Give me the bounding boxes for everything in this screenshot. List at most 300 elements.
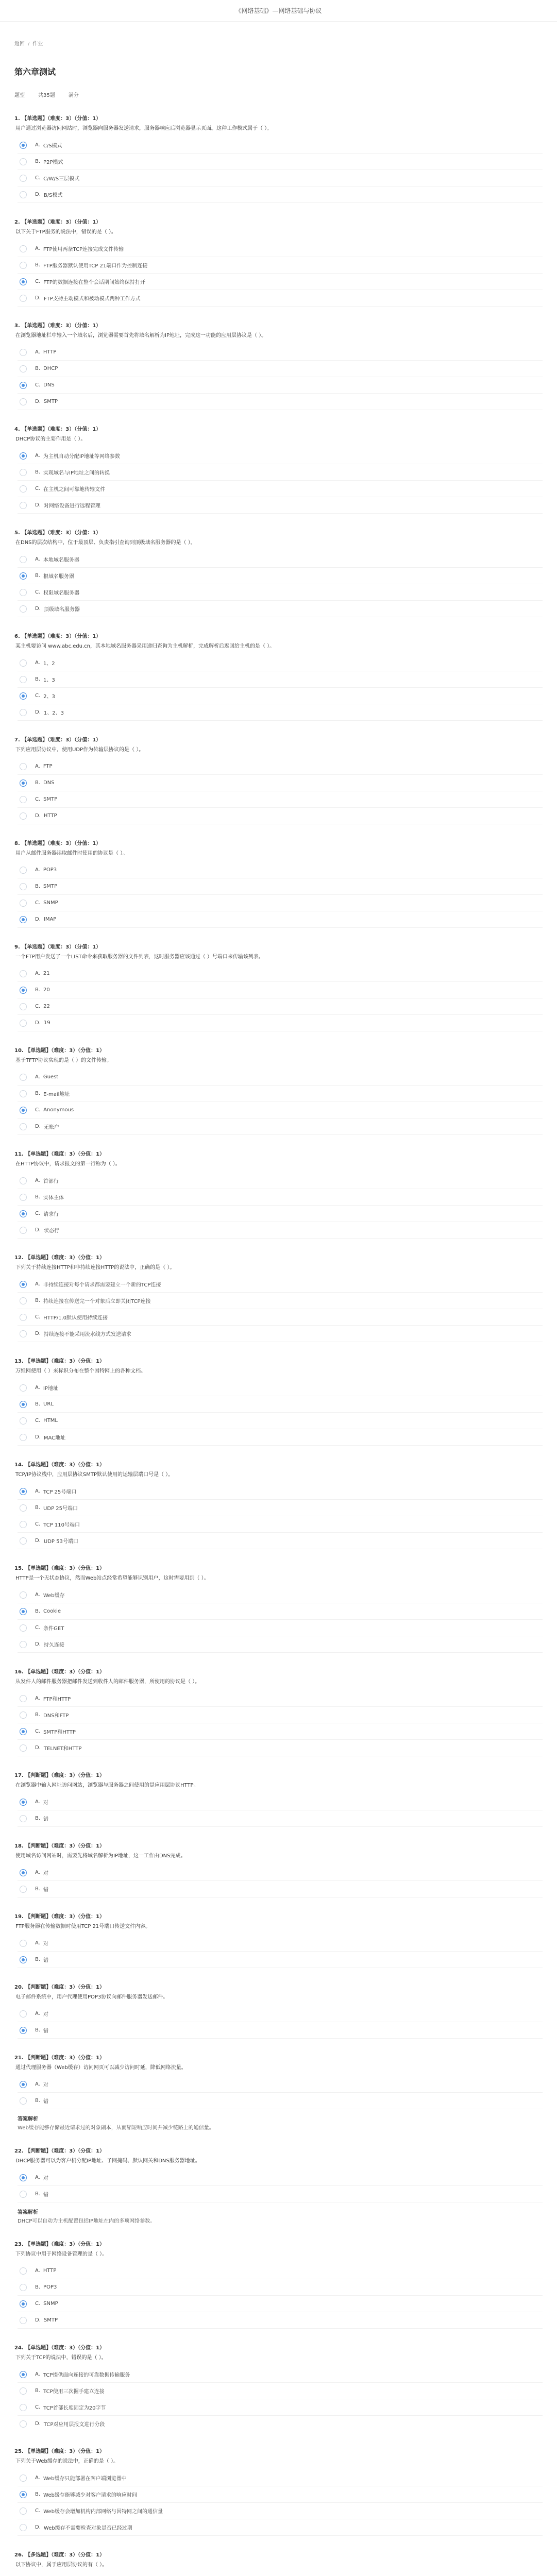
- answer-option[interactable]: [18, 394, 543, 410]
- radio-icon[interactable]: [20, 2420, 27, 2428]
- radio-icon[interactable]: [20, 1020, 27, 1027]
- answer-option[interactable]: [18, 2076, 543, 2093]
- answer-option[interactable]: [18, 1516, 543, 1533]
- radio-icon[interactable]: [20, 692, 27, 700]
- option-text: 为主机自动分配IP地址等网络参数: [43, 454, 120, 460]
- radio-icon[interactable]: [20, 2507, 27, 2515]
- question-header: 24. 【单选题】（难度：3）（分值：1）: [14, 2345, 105, 2351]
- question-stem: DHCP协议的主要作用是（ ）。: [15, 436, 86, 442]
- radio-icon[interactable]: [20, 469, 27, 476]
- radio-icon[interactable]: [20, 2097, 27, 2105]
- option-letter: C.: [35, 1211, 41, 1216]
- answer-option[interactable]: [18, 1690, 543, 1707]
- option-letter: A.: [35, 1074, 40, 1080]
- option-letter: A.: [35, 1488, 40, 1494]
- answer-option[interactable]: [18, 1810, 543, 1827]
- radio-icon[interactable]: [20, 295, 27, 302]
- answer-option[interactable]: [18, 1069, 543, 1086]
- radio-icon[interactable]: [20, 1314, 27, 1321]
- radio-icon[interactable]: [20, 2010, 27, 2018]
- option-text: 对: [43, 1941, 48, 1947]
- radio-icon[interactable]: [20, 175, 27, 182]
- question-stem: 一个FTP用户发送了一个LIST命令来获取服务器的文件列表，这时服务器应该通过（ ）号端口来传输该列表。: [15, 954, 264, 960]
- radio-icon[interactable]: [20, 1297, 27, 1304]
- radio-icon[interactable]: [20, 1711, 27, 1719]
- option-letter: B.: [35, 573, 41, 579]
- radio-icon[interactable]: [20, 2027, 27, 2034]
- radio-icon[interactable]: [20, 1488, 27, 1495]
- radio-icon[interactable]: [20, 763, 27, 770]
- option-text: P2P模式: [43, 160, 63, 165]
- option-letter: B.: [35, 1298, 41, 1303]
- answer-option[interactable]: [18, 775, 543, 791]
- question-item: [14, 528, 543, 617]
- radio-icon[interactable]: [20, 676, 27, 683]
- question-stem: 下列关于Web缓存的说法中，正确的是（ ）。: [15, 2459, 119, 2464]
- option-letter: D.: [35, 1227, 41, 1233]
- answer-option[interactable]: [18, 290, 543, 307]
- option-text: SMTP: [43, 796, 58, 802]
- option-letter: A.: [35, 246, 40, 251]
- answer-option[interactable]: [18, 862, 543, 878]
- question-header: 20. 【判断题】（难度：3）（分值：1）: [14, 1985, 105, 1990]
- option-letter: D.: [35, 1434, 41, 1440]
- answer-option[interactable]: [18, 1636, 543, 1653]
- answer-option[interactable]: [18, 2296, 543, 2312]
- question-header: 19. 【判断题】（难度：3）（分值：1）: [14, 1914, 105, 1920]
- page-title: 第六章测试: [14, 67, 56, 77]
- radio-icon[interactable]: [20, 1504, 27, 1512]
- answer-option[interactable]: [18, 2486, 543, 2503]
- option-letter: B.: [35, 2284, 41, 2290]
- radio-icon[interactable]: [20, 1886, 27, 1893]
- option-text: 首部行: [43, 1179, 59, 1184]
- question-item: [14, 2053, 543, 2132]
- radio-icon[interactable]: [20, 1107, 27, 1114]
- answer-option[interactable]: [18, 808, 543, 824]
- option-letter: B.: [35, 1401, 41, 1407]
- option-text: 无账户: [43, 1125, 59, 1130]
- option-text: TELNET和HTTP: [43, 1746, 82, 1752]
- answer-option[interactable]: [18, 2279, 543, 2296]
- option-letter: B.: [35, 1091, 41, 1096]
- question-stem: 使用域名访问网站时，需要先将域名解析为IP地址，这一工作由DNS完成。: [15, 1853, 186, 1859]
- radio-icon[interactable]: [20, 2524, 27, 2531]
- option-letter: B.: [35, 1957, 41, 1962]
- answer-option[interactable]: [18, 481, 543, 497]
- answer-option[interactable]: [18, 1794, 543, 1810]
- radio-icon[interactable]: [20, 1384, 27, 1392]
- option-text: HTML: [43, 1418, 58, 1423]
- radio-icon[interactable]: [20, 659, 27, 667]
- answer-option[interactable]: [18, 1380, 543, 1396]
- radio-icon[interactable]: [20, 589, 27, 596]
- radio-icon[interactable]: [20, 1281, 27, 1288]
- option-text: C/W/S三层模式: [43, 176, 80, 182]
- radio-icon[interactable]: [20, 2404, 27, 2411]
- answer-text: DHCP可以自动为主机配置包括IP地址在内的多项网络参数。: [18, 2218, 156, 2224]
- answer-option[interactable]: [18, 361, 543, 377]
- answer-option[interactable]: [18, 274, 543, 290]
- radio-icon[interactable]: [20, 1799, 27, 1806]
- radio-icon[interactable]: [20, 2317, 27, 2324]
- answer-option[interactable]: [18, 671, 543, 688]
- answer-option[interactable]: [18, 1483, 543, 1500]
- window-title-bar: [0, 0, 557, 22]
- option-letter: A.: [35, 349, 40, 355]
- answer-option[interactable]: [18, 1620, 543, 1636]
- option-text: 错: [43, 1887, 49, 1893]
- option-text: TCP 110号端口: [43, 1522, 80, 1528]
- answer-option[interactable]: [18, 2186, 543, 2202]
- option-letter: A.: [35, 2268, 40, 2274]
- radio-icon[interactable]: [20, 1728, 27, 1735]
- question-stem: DHCP服务器可以为客户机分配IP地址、子网掩码、默认网关和DNS服务器地址。: [15, 2158, 200, 2164]
- radio-icon[interactable]: [20, 245, 27, 252]
- radio-icon[interactable]: [20, 1744, 27, 1752]
- option-letter: A.: [35, 1696, 40, 1701]
- radio-icon[interactable]: [20, 1608, 27, 1615]
- answer-option[interactable]: [18, 2503, 543, 2519]
- option-text: SMTP: [43, 399, 58, 404]
- answer-option[interactable]: [18, 1206, 543, 1222]
- radio-icon[interactable]: [20, 142, 27, 149]
- answer-option[interactable]: [18, 1293, 543, 1309]
- radio-icon[interactable]: [20, 365, 27, 372]
- option-text: UDP 25号端口: [43, 1506, 78, 1512]
- radio-icon[interactable]: [20, 349, 27, 356]
- option-text: 21: [43, 971, 50, 976]
- meta-score: 满分: [68, 93, 79, 98]
- question-header: 13. 【单选题】（难度：3）（分值：1）: [14, 1359, 105, 1364]
- option-text: 对: [43, 2082, 48, 2088]
- question-header: 4. 【单选题】（难度：3）（分值：1）: [14, 427, 102, 432]
- radio-icon[interactable]: [20, 2284, 27, 2291]
- answer-option[interactable]: [18, 965, 543, 982]
- answer-option[interactable]: [18, 448, 543, 464]
- answer-option[interactable]: [18, 1587, 543, 1603]
- question-stem: 下列协议中用于网络设备管理的是（ ）。: [15, 2251, 108, 2257]
- radio-icon[interactable]: [20, 1815, 27, 1822]
- question-item: [14, 2550, 543, 2576]
- answer-label: 答案解析: [18, 2116, 38, 2122]
- answer-option[interactable]: [18, 170, 543, 187]
- radio-icon[interactable]: [20, 1123, 27, 1130]
- radio-icon[interactable]: [20, 2300, 27, 2308]
- option-letter: A.: [35, 1385, 40, 1391]
- option-letter: D.: [35, 1745, 41, 1751]
- radio-icon[interactable]: [20, 987, 27, 994]
- answer-option[interactable]: [18, 998, 543, 1015]
- answer-option[interactable]: [18, 497, 543, 514]
- radio-icon[interactable]: [20, 1521, 27, 1528]
- radio-icon[interactable]: [20, 883, 27, 890]
- answer-option[interactable]: [18, 1396, 543, 1413]
- option-letter: C.: [35, 1004, 41, 1009]
- radio-icon[interactable]: [20, 2174, 27, 2181]
- answer-option[interactable]: [18, 1189, 543, 1206]
- option-text: 2、3: [43, 694, 55, 700]
- question-header: 12. 【单选题】（难度：3）（分值：1）: [14, 1255, 105, 1261]
- radio-icon[interactable]: [20, 2191, 27, 2198]
- question-item: [14, 1564, 543, 1653]
- answer-option[interactable]: [18, 154, 543, 170]
- answer-option[interactable]: [18, 1533, 543, 1549]
- answer-option[interactable]: [18, 2519, 543, 2536]
- radio-icon[interactable]: [20, 1090, 27, 1097]
- option-text: Cookie: [43, 1608, 61, 1614]
- option-letter: B.: [35, 987, 41, 993]
- answer-option[interactable]: [18, 377, 543, 394]
- option-text: Guest: [43, 1074, 59, 1080]
- option-letter: D.: [35, 502, 41, 508]
- answer-option[interactable]: [18, 911, 543, 928]
- radio-icon[interactable]: [20, 1177, 27, 1184]
- answer-option[interactable]: [18, 758, 543, 775]
- question-stem: 下列关于持续连接HTTP和非持续连接HTTP的说法中，正确的是（ ）。: [15, 1265, 175, 1270]
- answer-option[interactable]: [18, 1952, 543, 1968]
- answer-option[interactable]: [18, 601, 543, 617]
- answer-option[interactable]: [18, 1603, 543, 1620]
- option-letter: D.: [35, 606, 41, 612]
- option-text: 1、3: [43, 677, 55, 683]
- radio-icon[interactable]: [20, 572, 27, 580]
- radio-icon[interactable]: [20, 1869, 27, 1876]
- answer-option[interactable]: [18, 704, 543, 721]
- answer-option[interactable]: [18, 2022, 543, 2039]
- radio-icon[interactable]: [20, 1695, 27, 1702]
- answer-option[interactable]: [18, 1707, 543, 1723]
- question-item: [14, 632, 543, 721]
- radio-icon[interactable]: [20, 1003, 27, 1010]
- question-header: 8. 【单选题】（难度：3）（分值：1）: [14, 841, 102, 846]
- option-text: 实体主体: [43, 1195, 64, 1201]
- answer-option[interactable]: [18, 568, 543, 584]
- answer-option[interactable]: [18, 187, 543, 203]
- quiz-meta: [14, 91, 557, 98]
- option-letter: C.: [35, 1418, 41, 1423]
- breadcrumb: [0, 22, 557, 47]
- answer-option[interactable]: [18, 137, 543, 154]
- question-stem: 基于TFTP协议实现的是（ ）的文件传输。: [15, 1058, 112, 1063]
- radio-icon[interactable]: [20, 1940, 27, 1947]
- radio-icon[interactable]: [20, 1624, 27, 1632]
- radio-icon[interactable]: [20, 278, 27, 285]
- option-letter: A.: [35, 2175, 40, 2180]
- answer-option[interactable]: [18, 2093, 543, 2109]
- answer-option[interactable]: [18, 1173, 543, 1189]
- option-letter: B.: [35, 1505, 41, 1511]
- option-letter: D.: [35, 917, 41, 922]
- option-text: 1、2、3: [43, 710, 64, 716]
- answer-option[interactable]: [18, 2416, 543, 2432]
- answer-option[interactable]: [18, 1429, 543, 1446]
- question-header: 16. 【单选题】（难度：3）（分值：1）: [14, 1669, 105, 1675]
- breadcrumb-separator: /: [28, 41, 30, 47]
- option-letter: B.: [35, 2191, 41, 2197]
- answer-option[interactable]: [18, 688, 543, 704]
- option-text: SMTP和HTTP: [43, 1730, 76, 1735]
- answer-option[interactable]: [18, 1015, 543, 1031]
- option-letter: B.: [35, 2098, 41, 2104]
- radio-icon[interactable]: [20, 812, 27, 820]
- answer-explanation: [18, 2114, 539, 2132]
- option-text: TCP 25号端口: [43, 1489, 77, 1495]
- option-text: 错: [43, 1817, 49, 1822]
- option-text: 1、2: [43, 661, 55, 667]
- radio-icon[interactable]: [20, 796, 27, 803]
- radio-icon[interactable]: [20, 2371, 27, 2378]
- answer-option[interactable]: [18, 1326, 543, 1342]
- option-text: SMTP: [43, 884, 58, 889]
- answer-option[interactable]: [18, 241, 543, 257]
- answer-option[interactable]: [18, 2470, 543, 2486]
- answer-option[interactable]: [18, 1413, 543, 1429]
- option-letter: C.: [35, 589, 41, 595]
- radio-icon[interactable]: [20, 709, 27, 716]
- option-text: 持续连接不能采用流水线方式发送请求: [43, 1332, 131, 1337]
- option-text: 条件GET: [43, 1626, 64, 1632]
- answer-option[interactable]: [18, 878, 543, 895]
- radio-icon[interactable]: [20, 1330, 27, 1337]
- breadcrumb-current: 作业: [32, 41, 43, 47]
- option-text: Web缓存只能部署在客户端浏览器中: [43, 2476, 127, 2482]
- answer-option[interactable]: [18, 1102, 543, 1118]
- radio-icon[interactable]: [20, 1227, 27, 1234]
- radio-icon[interactable]: [20, 1401, 27, 1408]
- question-stem: 用户从邮件服务器读取邮件时使用的协议是（ ）。: [15, 851, 128, 856]
- answer-option[interactable]: [18, 257, 543, 274]
- answer-option[interactable]: [18, 895, 543, 911]
- option-letter: A.: [35, 2081, 40, 2087]
- radio-icon[interactable]: [20, 556, 27, 563]
- option-letter: C.: [35, 1728, 41, 1734]
- answer-option[interactable]: [18, 1723, 543, 1740]
- radio-icon[interactable]: [20, 2475, 27, 2482]
- radio-icon[interactable]: [20, 191, 27, 198]
- question-stem: 在DNS的层次结构中，位于最顶层、负责指引查询到顶级域名服务器的是（ ）。: [15, 540, 196, 546]
- option-letter: D.: [35, 2317, 41, 2323]
- answer-option[interactable]: [18, 2366, 543, 2383]
- answer-option[interactable]: [18, 2263, 543, 2279]
- radio-icon[interactable]: [20, 970, 27, 977]
- option-text: HTTP/1.0默认使用持续连接: [43, 1315, 108, 1321]
- question-item: [14, 425, 543, 514]
- radio-icon[interactable]: [20, 262, 27, 269]
- question-item: [14, 1912, 543, 1968]
- option-letter: A.: [35, 556, 40, 562]
- option-letter: A.: [35, 2371, 40, 2377]
- radio-icon[interactable]: [20, 2387, 27, 2395]
- radio-icon[interactable]: [20, 1537, 27, 1545]
- radio-icon[interactable]: [20, 382, 27, 389]
- answer-option[interactable]: [18, 1881, 543, 1897]
- option-letter: B.: [35, 1816, 41, 1821]
- answer-option[interactable]: [18, 1086, 543, 1102]
- answer-option[interactable]: [18, 2006, 543, 2022]
- radio-icon[interactable]: [20, 1417, 27, 1425]
- option-text: 对: [43, 1800, 48, 1806]
- option-letter: C.: [35, 279, 41, 284]
- answer-option[interactable]: [18, 982, 543, 998]
- option-text: SNMP: [43, 900, 58, 906]
- option-text: Anonymous: [43, 1107, 74, 1113]
- option-letter: A.: [35, 1178, 40, 1183]
- option-letter: D.: [35, 2524, 41, 2530]
- radio-icon[interactable]: [20, 2267, 27, 2275]
- option-text: POP3: [43, 2284, 57, 2290]
- radio-icon[interactable]: [20, 1956, 27, 1963]
- answer-option[interactable]: [18, 2383, 543, 2399]
- radio-icon[interactable]: [20, 398, 27, 405]
- option-letter: C.: [35, 382, 41, 388]
- option-letter: D.: [35, 295, 41, 301]
- answer-option[interactable]: [18, 1118, 543, 1135]
- answer-option[interactable]: [18, 1865, 543, 1881]
- radio-icon[interactable]: [20, 452, 27, 460]
- answer-option[interactable]: [18, 1276, 543, 1293]
- answer-option[interactable]: [18, 551, 543, 568]
- radio-icon[interactable]: [20, 1434, 27, 1441]
- question-header: 3. 【单选题】（难度：3）（分值：1）: [14, 323, 102, 329]
- question-stem: 在浏览器地址栏中输入一个域名后，浏览器需要首先将域名解析为IP地址，完成这一功能的应用层协议是（ ）。: [15, 333, 267, 338]
- answer-option[interactable]: [18, 1935, 543, 1952]
- radio-icon[interactable]: [20, 2491, 27, 2498]
- question-item: [14, 2240, 543, 2329]
- answer-label: 答案解析: [18, 2210, 38, 2215]
- radio-icon[interactable]: [20, 916, 27, 923]
- answer-option[interactable]: [18, 791, 543, 808]
- radio-icon[interactable]: [20, 779, 27, 787]
- radio-icon[interactable]: [20, 158, 27, 165]
- option-letter: C.: [35, 1625, 41, 1631]
- radio-icon[interactable]: [20, 2081, 27, 2088]
- option-text: IP地址: [43, 1386, 58, 1392]
- answer-option[interactable]: [18, 2312, 543, 2329]
- radio-icon[interactable]: [20, 1074, 27, 1081]
- radio-icon[interactable]: [20, 485, 27, 493]
- radio-icon[interactable]: [20, 1591, 27, 1599]
- option-text: TCP对应用层报文进行分段: [43, 2422, 105, 2428]
- question-stem: 以下关于FTP服务的说法中，错误的是（ ）。: [15, 229, 116, 235]
- option-letter: B.: [35, 780, 41, 786]
- question-item: [14, 839, 543, 928]
- radio-icon[interactable]: [20, 1210, 27, 1217]
- answer-option[interactable]: [18, 1309, 543, 1326]
- answer-option[interactable]: [18, 344, 543, 361]
- radio-icon[interactable]: [20, 1194, 27, 1201]
- answer-option[interactable]: [18, 1740, 543, 1756]
- option-letter: D.: [35, 399, 41, 404]
- option-text: 22: [43, 1004, 50, 1009]
- answer-option[interactable]: [18, 1500, 543, 1516]
- answer-option[interactable]: [18, 2399, 543, 2416]
- radio-icon[interactable]: [20, 867, 27, 874]
- answer-option[interactable]: [18, 655, 543, 671]
- radio-icon[interactable]: [20, 502, 27, 509]
- radio-icon[interactable]: [20, 900, 27, 907]
- breadcrumb-home[interactable]: 返回: [14, 41, 25, 47]
- radio-icon[interactable]: [20, 1641, 27, 1648]
- answer-option[interactable]: [18, 2170, 543, 2186]
- radio-icon[interactable]: [20, 605, 27, 613]
- answer-option[interactable]: [18, 584, 543, 601]
- option-letter: B.: [35, 676, 41, 682]
- answer-option[interactable]: [18, 464, 543, 481]
- answer-option[interactable]: [18, 1222, 543, 1239]
- question-item: [14, 2343, 543, 2432]
- answer-option[interactable]: [18, 2573, 543, 2576]
